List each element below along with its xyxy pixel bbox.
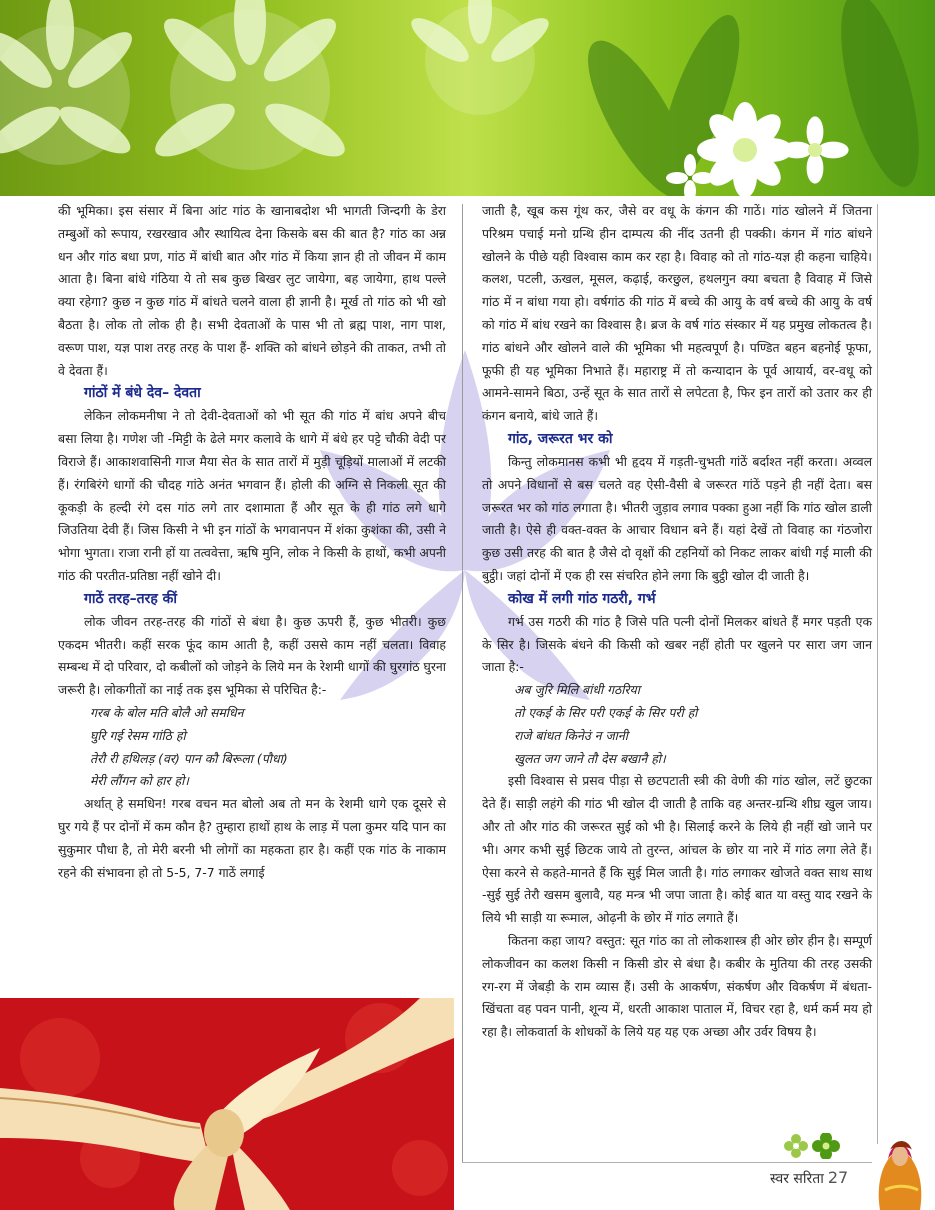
right-paragraph-3: गर्भ उस गठरी की गांठ है जिसे पति पत्नी दोनों मिलकर बांधते हैं मगर पड़ती एक के सिर है। जिसके बंधने की किसी को खबर नहीं होती पर खुलने पर सारा जग जान जाता है:- bbox=[482, 613, 872, 675]
left-heading-1: गांठों में बंधे देव– देवता bbox=[84, 385, 201, 402]
header-banner bbox=[0, 0, 935, 196]
right-column bbox=[482, 200, 872, 1044]
right-paragraph-5: कितना कहा जाय? वस्तुत: सूत गांठ का तो लोकशास्त्र ही ओर छोर हीन है। सम्पूर्ण लोकजीवन का कलश किसी न किसी डोर से बंधा है। कबीर के मुतिया की तरह उसकी रग-रग में जेबड़ी के राम व्यास हैं। उसी के आकर्षण, संकर्षण और विकर्षण में बंधता-खिंचता वह पवन पानी, शून्य में, धरती आकाश पाताल में, विचर रहा है, धर्म कर्म मय हो रहा है। लोकवार्ता के शोधकों के लिये यह यह एक अच्छा और उर्वर विषय है। bbox=[482, 932, 872, 1040]
verse-line: अब जुरि मिलि बांधी गठरिया bbox=[514, 682, 640, 698]
left-folk-verse bbox=[58, 702, 446, 793]
right-folk-verse bbox=[482, 679, 872, 770]
ribbon-bow-illustration bbox=[0, 998, 454, 1210]
flower-ornament-icon bbox=[784, 1133, 854, 1159]
footer-rule bbox=[462, 1162, 872, 1163]
foliage-illustration bbox=[0, 0, 935, 196]
verse-line: तेरौ री हथिलड़ (वर) पान कौ बिरूला (पौधा) bbox=[90, 750, 288, 766]
left-heading-2: गाठें तरह–तरह कीं bbox=[84, 590, 178, 607]
left-paragraph-4: अर्थात् हे समधिन! गरब वचन मत बोलो अब तो मन के रेशमी धागे एक दूसरे से घुर गये हैं पर दोनों में कम कौन है? तुम्हारा हाथों हाथ के लाड़ में पला कुमर यदि पान का सुकुमार पौधा है, तो मेरी बरनी भी लोगों का महकता हार है। कहीं एक गांठ के नाकाम रहने की संभावना हो तो 5-5, 7-7 गाठें लगाई bbox=[58, 796, 446, 880]
page-number: 27 bbox=[827, 1168, 849, 1187]
right-margin-rule bbox=[877, 204, 878, 1144]
left-paragraph-3: लोक जीवन तरह-तरह की गांठों से बंधा है। कुछ ऊपरी हैं, कुछ भीतरी। कुछ एकदम भीतरी। कहीं सरक फूंद काम आती है, कहीं उससे काम नहीं चलता। विवाह सम्बन्ध में दो परिवार, दो कबीलों को जोड़ने के लिये मन के रेशमी धागों की घुरगांठ घुरना जरूरी है। लोकगीतों का नाई तक इस भूमिका से परिचित है:- bbox=[58, 613, 446, 698]
verse-line: गरब के बोल मति बोलै ओ समधिन bbox=[90, 704, 244, 720]
left-column bbox=[58, 200, 446, 884]
verse-line: मेरी लौंगन को हार हो। bbox=[90, 773, 189, 789]
gift-ribbon-image bbox=[0, 998, 454, 1210]
rajasthani-woman-illustration bbox=[860, 1120, 935, 1210]
verse-line: खुलत जग जाने तौ देस बखानै हो। bbox=[514, 750, 666, 766]
column-divider bbox=[462, 204, 463, 1162]
verse-line: घुरि गई रेसम गांठि हो bbox=[90, 727, 186, 743]
magazine-name: स्वर सरिता bbox=[770, 1171, 824, 1187]
right-heading-1: गांठ, जरूरत भर को bbox=[508, 430, 613, 447]
right-heading-2: कोख में लगी गांठ गठरी, गर्भ bbox=[508, 590, 656, 607]
right-paragraph-1: जाती है, खूब कस गूंथ कर, जैसे वर वधू के कंगन की गाठें। गांठ खोलने में जितना परिश्रम पचाई मनो ग्रन्थि हीन दाम्पत्य की नींद उतनी ही पक्की। कंगन में गांठ बांधने खोलने के पीछे यही विश्वास काम कर रहा है। विवाह को तो गांठ-यज्ञ ही कहना चाहिये। कलश, पटली, ऊखल, मूसल, कढ़ाई, करछुल, हथलगुन क्या बचता है विवाह में जिसे गांठ में न बांधा गया हो। वर्षगांठ की गांठ में बच्चे की आयु के वर्ष बच्चे की आयु के वर्ष को गांठ में बांध रखने का विश्वास है। ब्रज के वर्ष गांठ संस्कार में यह प्रमुख लोकतत्व है। गांठ बांधने और खोलने वाले की भूमिका भी महत्वपूर्ण है। पण्डित बहन बहनोई फूफा, फूफी ही यह भूमिका निभाते हैं। महाराष्ट्र में तो कन्यादान के पूर्व आयार्य, वर-वधू को आमने-सामने बिठा, उन्हें सूत के सात तारों से लपेटता है, फिर इन तारों को उतार कर ही कंगन बनाये, बांधे जाते हैं। bbox=[482, 203, 872, 424]
right-paragraph-4: इसी विश्वास से प्रसव पीड़ा से छटपटाती स्त्री की वेणी की गांठ खोल, लटें छुटका देते हैं। साड़ी लहंगे की गांठ भी खोल दी जाती है ताकि वह अन्तर-ग्रन्थि शीघ्र खुल जाय। और तो और गांठ की जरूरत सुई को भी है। सिलाई करने के लिये ही नहीं खो जाने पर भी। अगर कभी सुई छिटक जाये तो तुरन्त, आंचल के छोर या नारे में गांठ लगा लेते हैं। ऐसा करने से कहते-मानते हैं कि सुई मिल जाती है। गांठ लगाकर खोजते वक्त साथ साथ -सुई सुई तेरौ खसम बुलावै, यह मन्त्र भी जपा जाता है। कोई बात या वस्तु याद रखने के लिये भी साड़ी या रूमाल, ओढ़नी के छोर में गांठ लगाते हैं। bbox=[482, 773, 872, 926]
verse-line: तो एकई के सिर परी एकई के सिर परी हो bbox=[514, 704, 698, 720]
right-paragraph-2: किन्तु लोकमानस कभी भी हृदय में गड़ती-चुभती गांठें बर्दाश्त नहीं करता। अव्वल तो अपने विधानों से बस चलते वह ऐसी-वैसी बे जरूरत गांठें पड़ने ही नहीं देता। बस जरूरत भर को गांठ लगाता है। भीतरी जुड़ाव लगाव पक्का हुआ नहीं कि गांठ खोल डाली जाती है। ऐसे ही वक्त-वक्त के आचार विधान बने हैं। यहां देखें तो विवाह का गंठजोरा कुछ उसी तरह की बात है जैसे दो वृक्षों की टहनियों को निकट लाकर बांधी गई माली की बुट्ठी। जहां दोनों में एक ही रस संचरित होने लगा कि बुट्ठी खोल दी जाती है। bbox=[482, 453, 872, 583]
left-paragraph-2: लेकिन लोकमनीषा ने तो देवी-देवताओं को भी सूत की गांठ में बांध अपने बीच बसा लिया है। गणेश जी -मिट्टी के ढेले मगर कलावे के धागे में बंधे हर पट्टे चौकी वेदी पर विराजे हैं। आकाशवासिनी गाज मैया सेत के सात तारों में मुड़ी चूड़ियों मालाओं में लटकी हैं। रंगबिरंगे धागों की चौदह गांठे अनंत भगवान हैं। होली की अग्नि से निकली सूत की कूकड़ी के हल्दी रंगे दस गांठ लगे तार दशामाता हैं और सूत के ही गांठ लगे धागे जिउतिया देवी हैं। जिस किसी ने भी इन गांठों के भगवानपन में शंका कुशंका की, उसी ने भोगा भुगता। राजा रानी हों या तत्ववेत्ता, ऋषि मुनि, लोक ने किसी के हाथों, कभी अपनी गांठ की परतीत-प्रतिष्ठा नहीं खोने दी। bbox=[58, 408, 446, 583]
left-paragraph-1: की भूमिका। इस संसार में बिना आंट गांठ के खानाबदोश भी भागती जिन्दगी के डेरा तम्बुओं को रूपाय, रखरखाव और स्थायित्व देना किसके बस की बात है? गांठ का अन्न धन और गांठ बधा प्रण, गांठ में बांधी बात और गांठ में किया ज्ञान ही तो जीवन में काम आता है। बिना बांधे गंठिया ये तो सब कुछ बिखर लुट जायेगा, बह जायेगा, हाथ पल्ले क्या रहेगा? कुछ न कुछ गांठ में बांधते चलने वाला ही ज्ञानी है। मूर्ख तो गांठ को भी खो बैठता है। लोक तो लोक ही है। सभी देवताओं के पास भी तो ब्रह्म पाश, नाग पाश, वरूण पाश, यज्ञ पाश तरह तरह के पाश हैं- शक्ति को बांधने छोड़ने की ताकत, तभी तो वे देवता हैं। bbox=[58, 203, 446, 378]
verse-line: राजे बांधत किनेउं न जानी bbox=[514, 727, 628, 743]
page-footer bbox=[770, 1168, 848, 1188]
